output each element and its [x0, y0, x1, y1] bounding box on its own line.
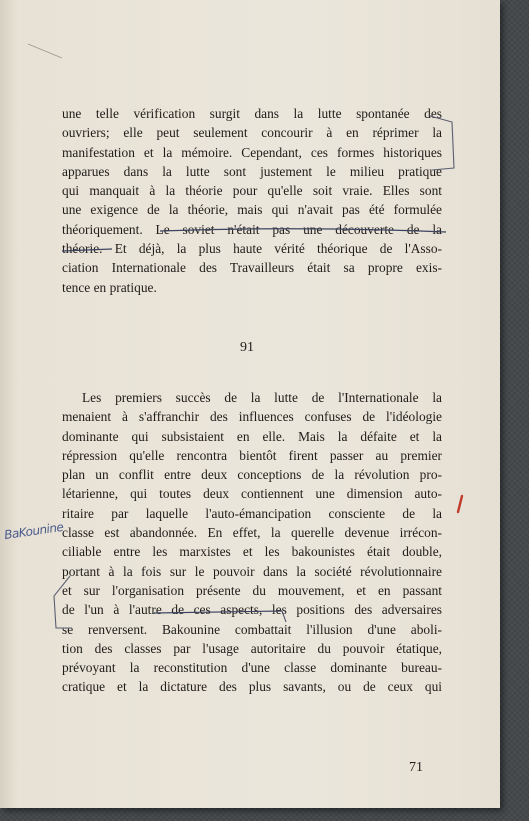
page-number: 71 — [409, 760, 423, 775]
text-line: portant à la fois sur le pouvoir dans la société révolutionnaire — [62, 563, 442, 579]
text-line: menaient à s'affranchir des influences confuses de l'idéologie — [62, 409, 442, 425]
text-line: une exigence de la théorie, mais qui n'avait pas été formulée — [62, 202, 442, 218]
margin-note-handwritten: BaKounine — [3, 519, 65, 543]
text-line: de l'un à l'autre de ces aspects, les positions des adversaires — [62, 602, 442, 618]
text-line: répression qu'elle rencontra bientôt firent passer au premier — [62, 447, 442, 463]
text-line: tion des classes par l'usage autoritaire du pouvoir étatique, — [62, 640, 442, 656]
text-line: classe est abandonnée. En effet, la querelle devenue irrécon- — [62, 525, 442, 541]
text-line: théoriquement. Le soviet n'était pas une découverte de la — [62, 221, 442, 237]
text-line: tence en pratique. — [62, 279, 157, 295]
text-line: dominante qui subsistaient en elle. Mais la défaite et la — [62, 428, 442, 444]
text-line: ciation Internationale des Travailleurs était sa propre exis- — [62, 260, 442, 276]
pencil-stroke — [28, 44, 62, 58]
text-line: prévoyant la reconstitution d'une classe dominante bureau- — [62, 660, 442, 676]
text-line: apparues dans la lutte sont justement le milieu pratique — [62, 163, 442, 179]
text-line: et sur l'organisation présente du mouvement, et en passant — [62, 582, 442, 598]
text-line: ciliable entre les marxistes et les bakounistes était double, — [62, 544, 442, 560]
text-line: cratique et la dictature des plus savants, ou de ceux qui — [62, 679, 442, 695]
paragraph-block-2 — [62, 388, 442, 697]
text-line: se renversent. Bakounine combattait l'illusion d'une aboli- — [62, 621, 442, 637]
text-line: ritaire par laquelle l'auto-émancipation consciente de la — [62, 505, 442, 521]
section-number: 91 — [240, 340, 254, 355]
text-line: théorie. Et déjà, la plus haute vérité théorique de l'Asso- — [62, 241, 442, 257]
text-line: létarienne, qui toutes deux contiennent une dimension auto- — [62, 486, 442, 502]
red-mark — [458, 496, 462, 512]
text-line: une telle vérification surgit dans la lutte spontanée des — [62, 106, 442, 121]
text-line: qui manquait à la théorie pour qu'elle soit vraie. Elles sont — [62, 183, 442, 199]
text-line: Les premiers succès de la lutte de l'Internationale la — [82, 390, 442, 405]
text-line: plan un conflit entre deux conceptions de la révolution pro- — [62, 467, 442, 483]
text-line: ouvriers; elle peut seulement concourir à en réprimer la — [62, 125, 442, 141]
paragraph-block-1 — [62, 104, 442, 297]
text-line: manifestation et la mémoire. Cependant, ces formes historiques — [62, 144, 442, 160]
